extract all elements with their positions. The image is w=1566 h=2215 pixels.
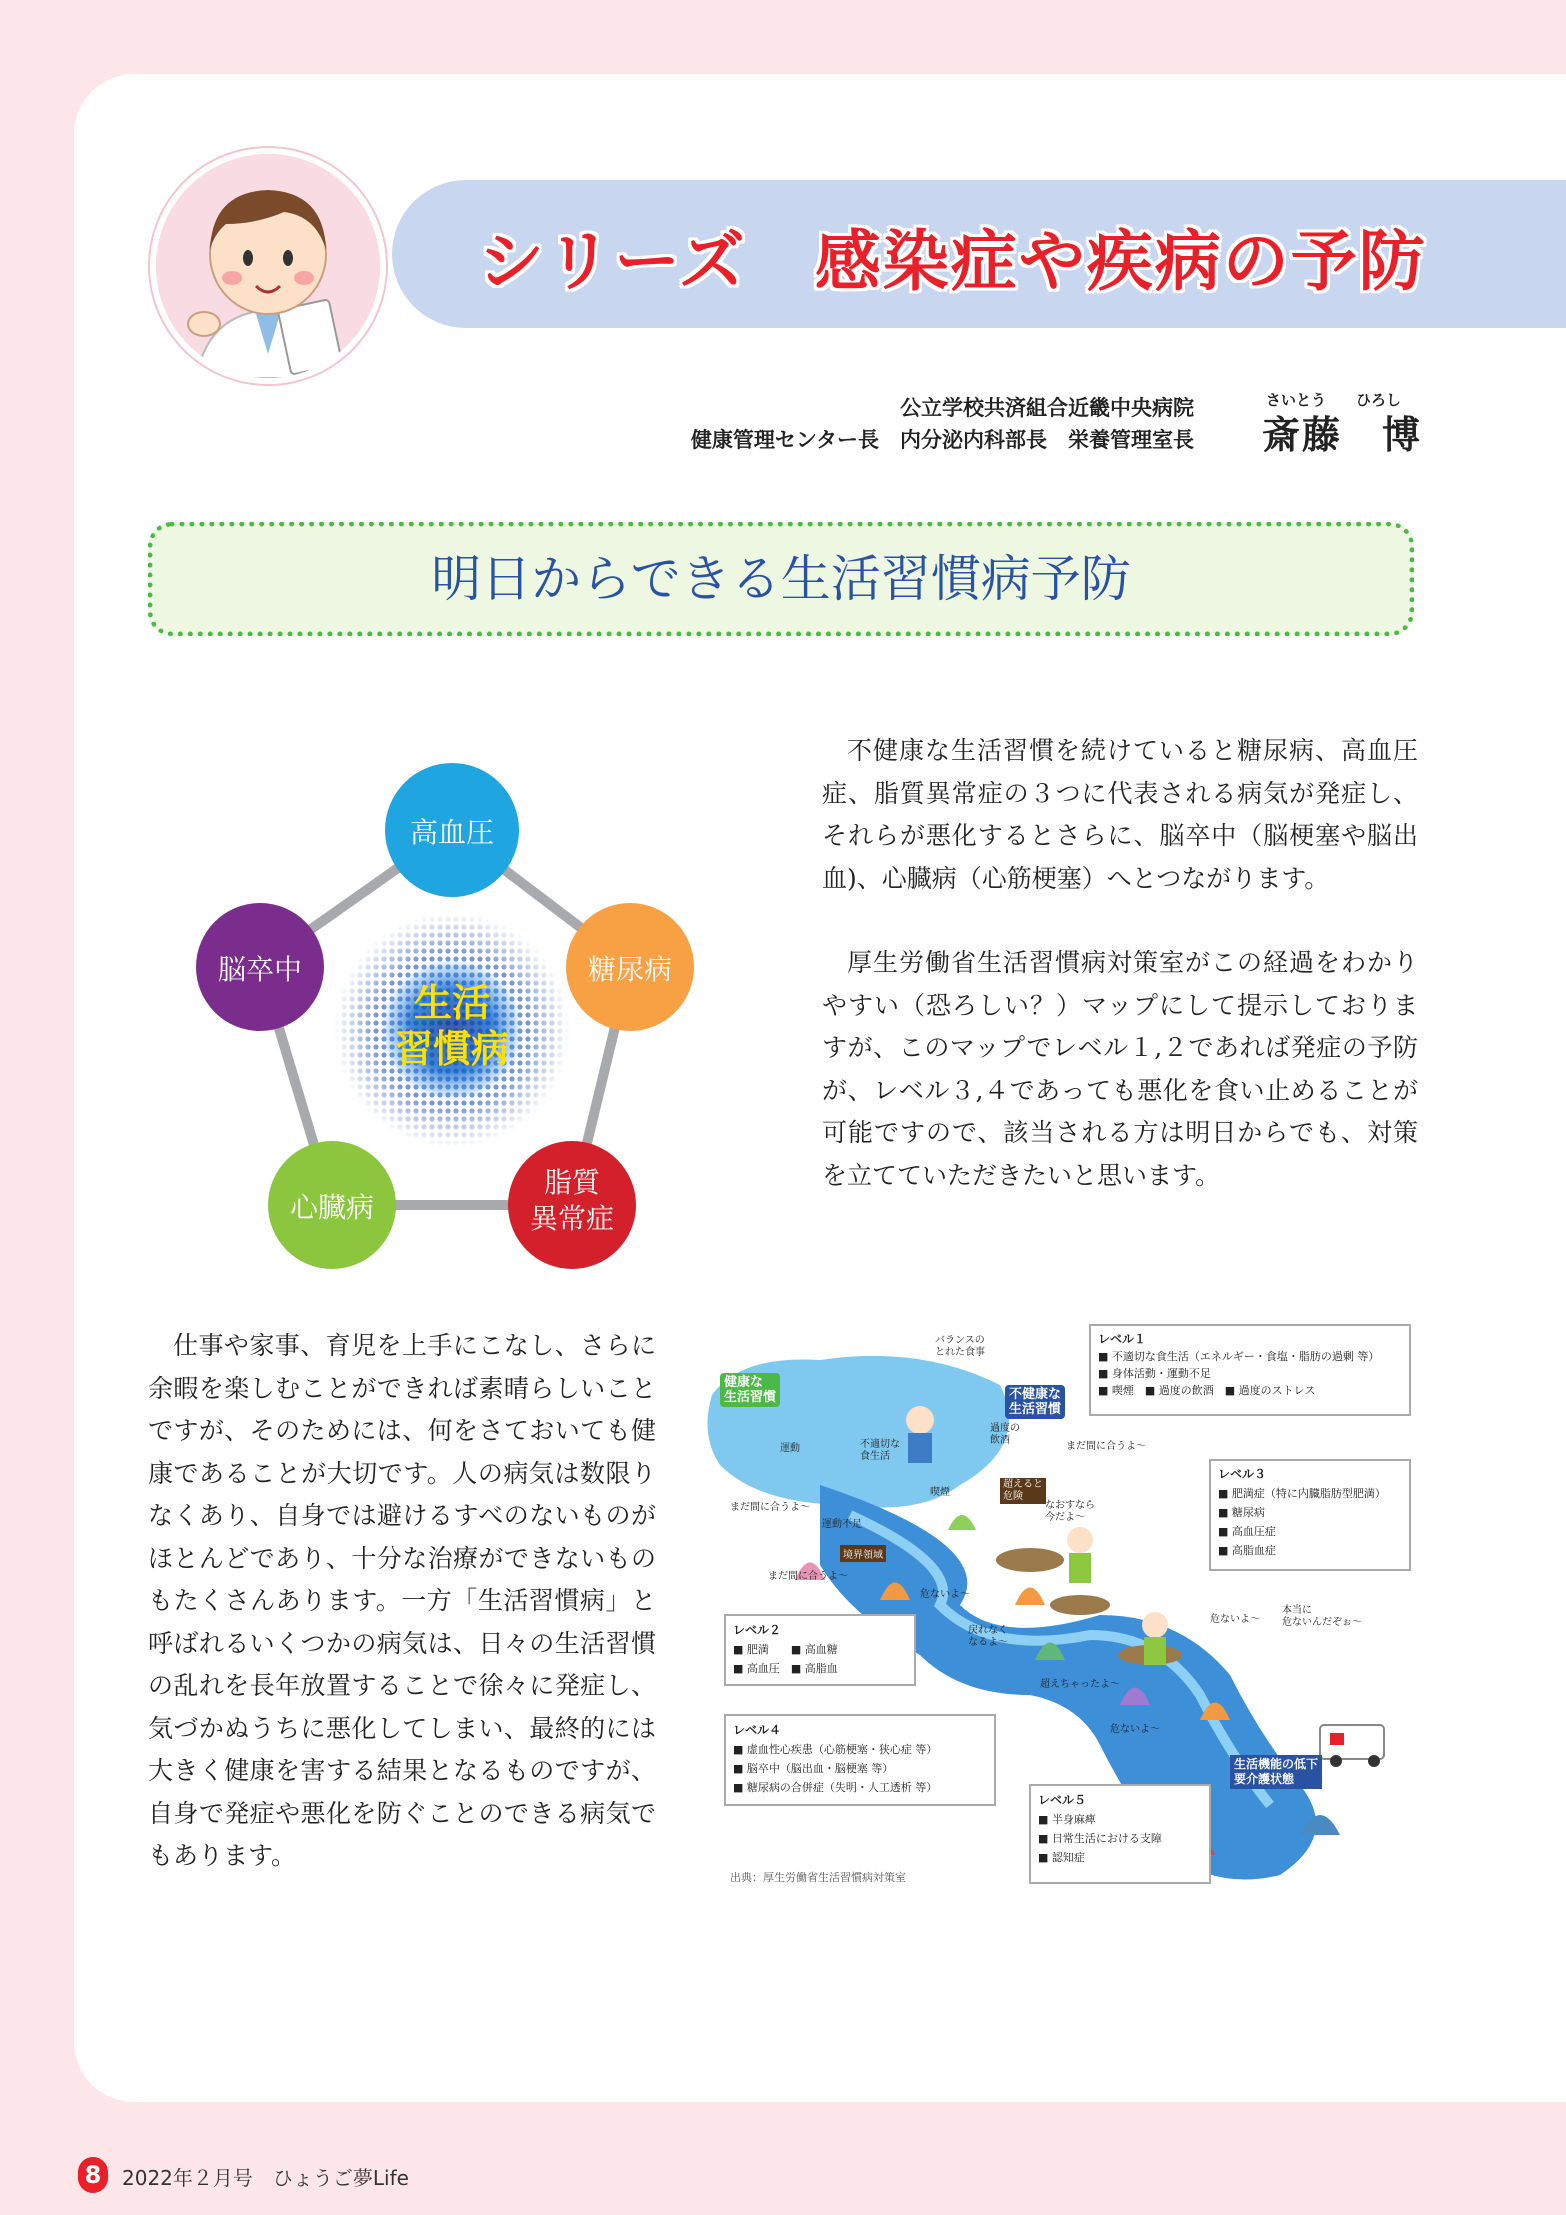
bad-diet-label-2: 食生活 (860, 1451, 890, 1462)
crossed-label: 超えちゃったよ～ (1040, 1679, 1120, 1690)
decline-label-1: 生活機能の低下 (1234, 1757, 1319, 1771)
node-bottom-right-label-1: 脂質 (543, 1166, 600, 1199)
level1-item4: ■ 過度の飲酒 (1144, 1384, 1214, 1397)
cannot-go-back-1: 戻れなく (968, 1625, 1008, 1636)
author-name-ruby: さいとう ひろし (1266, 391, 1402, 409)
series-title: シリーズ 感染症や疾病の予防 (478, 223, 1427, 300)
decline-label-2: 要介護状態 (1234, 1772, 1295, 1786)
exercise-label: 運動 (780, 1443, 800, 1454)
body-paragraph-1 (822, 730, 1418, 900)
level4-item1: ■ 虚血性心疾患（心筋梗塞・狭心症 等） (733, 1743, 938, 1756)
level2-title: レベル２ (733, 1623, 782, 1637)
level4-item2: ■ 脳卒中（脳出血・脳梗塞 等） (733, 1762, 894, 1775)
unhealthy-label-1: 不健康な (1009, 1387, 1062, 1402)
paragraph-2-text: 厚生労働省生活習慣病対策室がこの経過をわかりやすい（恐ろしい？）マップにして提示しておりますが、このマップでレベル１,２であれば発症の予防が、レベル３,４であっても悪化を食い止めることが可能ですので、該当される方は明日からでも、対策を立てていただきたいと思います。 (822, 948, 1418, 1190)
still-in-time-3: まだ間に合うよ～ (768, 1571, 848, 1582)
healthy-habits-label (720, 1373, 780, 1407)
danger-sign-2: 危険 (1003, 1491, 1023, 1502)
level2-item4: ■ 高脂血 (790, 1662, 838, 1675)
balance-label-1: バランスの (935, 1335, 985, 1346)
level1-title: レベル１ (1098, 1332, 1147, 1346)
level2-item3: ■ 高血圧 (733, 1662, 780, 1675)
level5-item3: ■ 認知症 (1038, 1851, 1085, 1864)
still-in-time-2: まだ間に合うよ～ (730, 1502, 810, 1513)
level5-item2: ■ 日常生活における支障 (1038, 1832, 1162, 1845)
author-org-line2: 健康管理センター長 内分泌内科部長 栄養管理室長 (690, 428, 1194, 452)
level2-item1: ■ 肥満 (733, 1643, 769, 1656)
node-top-label: 高血圧 (409, 816, 494, 849)
headline-box (148, 522, 1414, 636)
center-label (372, 980, 532, 1072)
level1-item5: ■ 過度のストレス (1224, 1384, 1316, 1397)
really-danger-label (1282, 1605, 1362, 1629)
cannot-go-back-label (968, 1625, 1008, 1649)
center-label-line1: 生活 (413, 981, 490, 1025)
lack-exercise-label: 運動不足 (822, 1519, 862, 1530)
healthy-label-1: 健康な (724, 1375, 764, 1390)
level3-item1: ■ 肥満症（特に内臓脂肪型肥満） (1218, 1487, 1386, 1500)
body-paragraph-2 (822, 942, 1418, 1197)
node-left-label: 脳卒中 (217, 953, 302, 986)
unhealthy-habits-label (1005, 1385, 1065, 1419)
lifestyle-disease-diagram (180, 755, 730, 1275)
page-number: 8 (78, 2157, 108, 2193)
really-label-1: 本当に (1282, 1605, 1312, 1616)
really-label-2: 危ないんだぞぉ～ (1282, 1617, 1362, 1628)
level1-item2: ■ 身体活動・運動不足 (1098, 1367, 1211, 1380)
level3-item2: ■ 糖尿病 (1218, 1506, 1265, 1519)
node-bottom-left-label: 心臓病 (289, 1191, 374, 1224)
overdrink-label-2: 飲酒 (990, 1435, 1010, 1446)
smoking-label: 喫煙 (930, 1487, 950, 1498)
level5-box (1038, 1791, 1204, 1867)
author-name: 斎藤 博 (1262, 413, 1423, 457)
cannot-go-back-2: なるよ～ (968, 1637, 1008, 1648)
level2-item2: ■ 高血糖 (790, 1643, 838, 1656)
doctor-avatar (150, 148, 386, 384)
level3-title: レベル３ (1218, 1467, 1267, 1481)
now-label-2: 今だよ～ (1045, 1512, 1085, 1523)
node-bottom-right-label (507, 1165, 637, 1237)
level5-item1: ■ 半身麻痺 (1038, 1813, 1096, 1826)
level3-item4: ■ 高脂血症 (1218, 1544, 1276, 1557)
danger-label-2: 危ないよ～ (1210, 1614, 1260, 1625)
paragraph-1-text: 不健康な生活習慣を続けていると糖尿病、高血圧症、脂質異常症の３つに代表される病気が発症し、それらが悪化するとさらに、脳卒中（脳梗塞や脳出血)、心臓病（心筋梗塞）へとつながります。 (822, 736, 1418, 893)
boundary-sign: 境界領域 (840, 1545, 886, 1562)
body-paragraph-3 (148, 1325, 656, 1878)
level3-box (1218, 1465, 1404, 1560)
level1-item1: ■ 不適切な食生活（エネルギー・食塩・脂肪の過剰 等） (1098, 1350, 1380, 1363)
issue-label: 2022年２月号 ひょうご夢Life (122, 2166, 409, 2190)
node-bottom-right-label-2: 異常症 (529, 1202, 614, 1235)
overdrink-label-1: 過度の (990, 1423, 1020, 1434)
level5-title: レベル５ (1038, 1793, 1087, 1807)
map-source: 出典：厚生労働省生活習慣病対策室 (730, 1871, 906, 1884)
balance-label (935, 1335, 985, 1359)
author-affiliation (691, 392, 1194, 456)
bad-diet-label (860, 1439, 900, 1463)
danger-sign-1: 超えると (1003, 1479, 1043, 1490)
overdrink-label (990, 1423, 1020, 1447)
now-label (1045, 1500, 1095, 1524)
paragraph-3-text: 仕事や家事、育児を上手にこなし、さらに余暇を楽しむことができれば素晴らしいことですが、そのためには、何をさておいても健康であることが大切です。人の病気は数限りなくあり、自身では避けるすべのないものがほとんどであり、十分な治療ができないものもたくさんあります。一方「生活習慣病」と呼ばれるいくつかの病気は、日々の生活習慣の乱れを長年放置することで徐々に発症し、気づかぬうちに悪化してしまい、最終的には大きく健康を害する結果となるものですが、自身で発症や悪化を防ぐことのできる病気でもあります。 (148, 1331, 656, 1870)
danger-label-3: 危ないよ～ (1110, 1724, 1160, 1735)
level4-box (733, 1721, 989, 1797)
center-label-line2: 習慣病 (394, 1027, 509, 1071)
doctor-illustration-icon (156, 154, 380, 378)
decline-label (1230, 1755, 1322, 1789)
healthy-label-2: 生活習慣 (724, 1390, 777, 1405)
danger-label-1: 危ないよ～ (920, 1589, 970, 1600)
level3-item3: ■ 高血圧症 (1218, 1525, 1276, 1538)
author-org-line1: 公立学校共済組合近畿中央病院 (900, 396, 1194, 420)
level1-item3: ■ 喫煙 (1098, 1384, 1134, 1397)
level4-title: レベル４ (733, 1723, 782, 1737)
now-label-1: なおすなら (1045, 1500, 1095, 1511)
node-right-label: 糖尿病 (587, 953, 672, 986)
unhealthy-label-2: 生活習慣 (1009, 1402, 1062, 1417)
headline: 明日からできる生活習慣病予防 (431, 550, 1131, 608)
bad-diet-label-1: 不適切な (860, 1439, 900, 1450)
balance-label-2: とれた食事 (935, 1347, 985, 1358)
lifestyle-disease-map (700, 1315, 1416, 1895)
level4-item3: ■ 糖尿病の合併症（失明・人工透析 等） (733, 1781, 938, 1794)
danger-sign (1000, 1478, 1046, 1504)
still-in-time-1: まだ間に合うよ～ (1066, 1441, 1146, 1452)
level1-box (1098, 1331, 1404, 1399)
level2-box (733, 1621, 909, 1678)
